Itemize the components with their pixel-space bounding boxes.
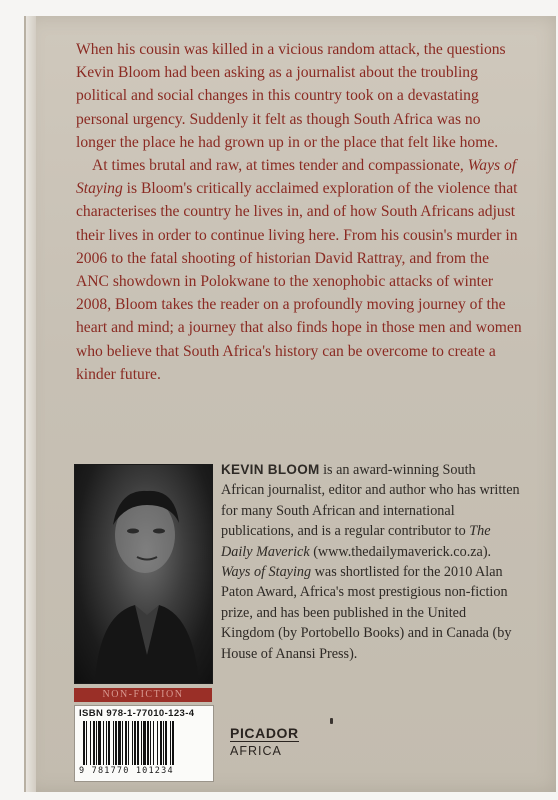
genre-label: NON-FICTION	[74, 688, 212, 702]
cover-blurb	[76, 38, 524, 386]
blurb-paragraph-2	[76, 154, 524, 386]
book-back-cover	[24, 16, 556, 792]
blurb-paragraph-2-lead: At times brutal and raw, at times tender and compassionate,	[92, 157, 468, 175]
publisher-logo	[230, 726, 300, 758]
publisher-logo-line-1: PICADOR	[230, 725, 299, 741]
blurb-paragraph-1: When his cousin was killed in a vicious random attack, the questions Kevin Bloom had been asking as a journalist about the troubling political and social changes in this country took on a devastating personal urgency. Suddenly it felt as though South Africa was no longer the place he had grown up in or the place that felt like home.	[76, 41, 506, 151]
publisher-logo-line-2: AFRICA	[230, 744, 282, 758]
bio-book-title: Ways of Staying	[221, 564, 312, 581]
blurb-paragraph-2-rest: is Bloom's critically acclaimed exploration of the violence that characterises the country he lives in, and of how South Africans adjust their lives in order to continue living here. From his cousin's murder in 2006 to the fatal shooting of historian David Rattray, and from the ANC showdown in Polokwane to the xenophobic attacks of winter 2008, Bloom takes the reader on a profoundly moving journey of the heart and mind; a journey that also finds hope in those men and women who believe that South Africa's history can be overcome to create a kinder future.	[76, 180, 522, 383]
barcode-digits: 9 781770 101234	[79, 766, 174, 776]
bio-text-3: was shortlisted for the 2010 Alan Paton Award, Africa's most prestigious non-fiction prize, and has been published in the United Kingdom (by Portobello Books) and in Canada (by House of Anansi Press).	[221, 564, 512, 662]
author-name: KEVIN BLOOM	[221, 462, 320, 477]
author-bio-paragraph-1	[221, 460, 521, 562]
barcode-bars	[79, 721, 209, 765]
barcode	[74, 705, 214, 782]
author-bio	[221, 460, 521, 664]
bio-text-1: is an award-winning South African journalist, editor and author who has written for many South African and international publications, and is a regular contributor to	[221, 462, 520, 540]
decorative-dot	[330, 718, 333, 724]
isbn-text: ISBN 978-1-77010-123-4	[79, 708, 195, 719]
author-photo	[74, 464, 213, 684]
author-portrait-drawing	[75, 465, 212, 683]
author-bio-paragraph-2	[221, 562, 521, 664]
cover-spine-edge	[26, 16, 36, 792]
bio-publication: The Daily Maverick	[221, 523, 491, 560]
blurb-book-title: Ways of Staying	[76, 157, 517, 198]
bio-text-2: (www.thedailymaverick.co.za).	[309, 543, 492, 560]
